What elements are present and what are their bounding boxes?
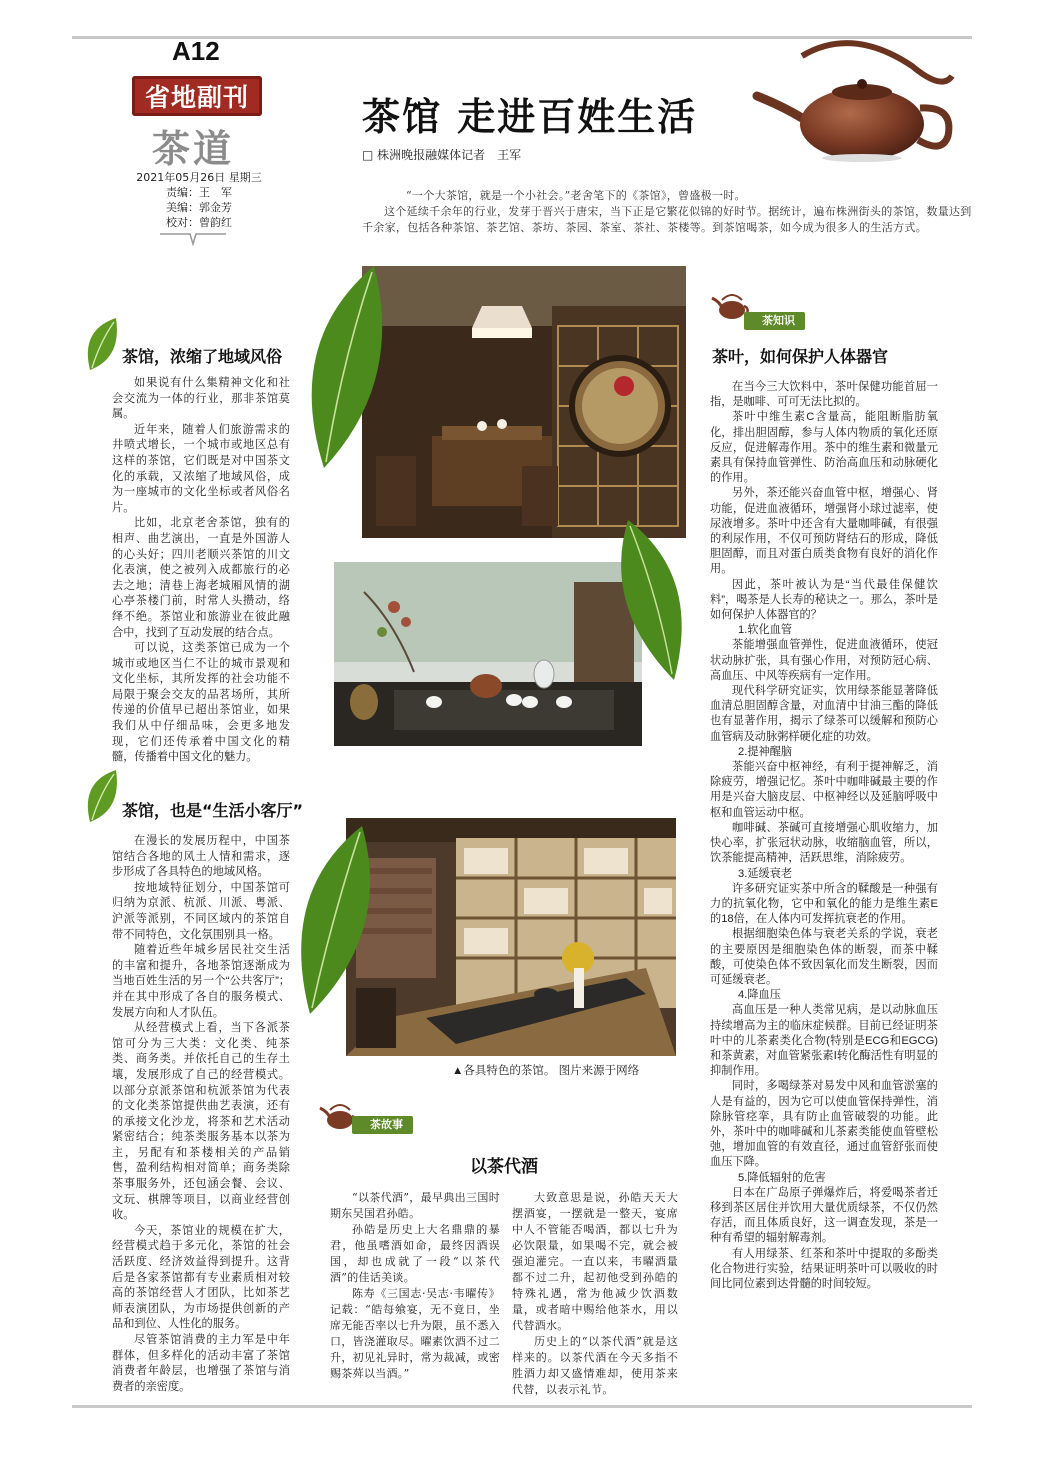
subheading: 2.提神醒脑 [738,745,793,758]
paragraph: 许多研究证实茶中所含的鞣酸是一种强有力的抗氧化物，它中和氧化的能力是维生素E的18倍，在人体内可发挥抗衰老的作用。 [710,882,938,926]
paragraph: 另外，茶还能兴奋血管中枢，增强心、肾功能，促进血液循环，增强肾小球过滤率，使尿液增多。茶叶中还含有大量咖啡碱，有很强的利尿作用，不仅可预防肾结石的形成，降低胆固醇，而且对蛋白质类食物有良好的消化作用。 [710,487,938,576]
proofreader: 校对：曾韵红 [166,216,232,229]
paragraph: 大致意思是说，孙皓天天大摆酒宴，一摆就是一整天，宴席中人不管能否喝酒，都以七升为必饮限量，如果喝不完，就会被强迫灌完。一直以来，韦曜酒量都不过二升，起初他受到孙皓的特殊礼遇，常为他减少饮酒数量，或者暗中赐给他茶水，用以代替酒水。 [512,1191,678,1332]
page-headline: 茶馆 走进百姓生活 [362,95,698,139]
story-column-left [330,1190,500,1382]
byline: □ 株洲晚报融媒体记者 王军 [362,148,522,162]
page-number: A12 [172,36,220,66]
paragraph: 如果说有什么集精神文化和社会交流为一体的行业，那非茶馆莫属。 [112,377,290,421]
knowledge-tag: 茶知识 [744,312,805,330]
paragraph: 比如，北京老舍茶馆，独有的相声、曲艺演出，一直是外国游人的心头好；四川老顺兴茶馆的川文化表演，使之被列入成都旅行的必去之地；清巷上海老城厢风情的湖心亭茶楼门前，时常人头攒动，络绎不绝。茶馆业和旅游业在彼此融合中，找到了互动发展的结合点。 [112,517,290,639]
arrow-down-icon [160,232,226,246]
subheading: 3.延缓衰老 [738,867,793,880]
editor: 责编：王 军 [166,186,232,199]
bottom-rule [72,1405,972,1408]
photo-caption: ▲各具特色的茶馆。 图片来源于网络 [452,1065,640,1077]
paragraph: 历史上的“以茶代酒”就是这样来的。以茶代酒在今天多指不胜酒力却又盛情难却，使用茶来代替，以表示礼节。 [512,1335,678,1396]
story-tag: 茶故事 [352,1116,413,1134]
paragraph: 今天，茶馆业的规模在扩大，经营模式趋于多元化，茶馆的社会活跃度、经济效益得到提升。这背后是各家茶馆都有专业素质相对较高的茶馆经营人才团队，比如茶艺师表演团队，为市场提供创新的产品和到位、人性化的服务。 [112,1224,290,1331]
paragraph: 现代科学研究证实，饮用绿茶能显著降低血清总胆固醇含量，对血清中甘油三酯的降低也有显著作用，揭示了绿茶可以缓解和预防心血管病及动脉粥样硬化症的功效。 [710,685,938,743]
issue-meta [124,170,274,230]
subheading: 4.降血压 [738,989,781,1002]
paragraph: “以茶代酒”，最早典出三国时期东吴国君孙皓。 [330,1191,500,1220]
paragraph: 同时，多喝绿茶对易发中风和血管淤塞的人是有益的，因为它可以使血管保持弹性，消除脉管痉挛，具有防止血管破裂的功能。此外，茶叶中的咖啡碱和儿茶素类能使血管壁松弛，增加血管的有效直径，通过血管舒张而使血压下降。 [710,1080,938,1169]
paragraph: 随着近些年城乡居民社交生活的丰富和提升，各地茶馆逐渐成为当地百姓生活的另一个“公共客厅”；并在其中形成了各自的服务模式、发展方向和人才队伍。 [112,944,290,1019]
paragraph: 按地域特征划分，中国茶馆可归纳为京派、杭派、川派、粤派、沪派等派别，不同区域内的茶馆自带不同特色，文化氛围别具一格。 [112,881,290,941]
issue-date: 2021年05月26日 星期三 [136,171,262,184]
paragraph: 从经营模式上看，当下各派茶馆可分为三大类：文化类、纯茶类、商务类。并依托自己的生存土壤，发展形成了自己的经营模式。以部分京派茶馆和杭派茶馆为代表的文化类茶馆提供曲艺表演，还有的承接文化沙龙，将茶和艺术活动紧密结合；纯茶类服务基本以茶为主，另配有和茶楼相关的产品销售，盈利结构相对简单；商务类除茶事服务外，还包涵会餐、会议、文玩、棋牌等项目，以商业经营创收。 [112,1022,290,1222]
paragraph: 有人用绿茶、红茶和茶叶中提取的多酚类化合物进行实验，结果证明茶叶可以吸收的时间比同位素到达骨髓的时间较短。 [710,1247,938,1290]
paragraph: 茶能兴奋中枢神经，有利于提神解乏，消除疲劳，增强记忆。茶叶中咖啡碱最主要的作用是兴奋大脑皮层、中枢神经以及延脑呼吸中枢和血管运动中枢。 [710,761,938,819]
section-title: 茶馆，也是“生活小客厅” [122,801,304,820]
masthead-logo: 省地副刊 [132,76,262,116]
story-title: 以茶代酒 [470,1157,538,1177]
leaf-icon [84,768,122,826]
leaf-icon [296,822,382,1018]
art-editor: 美编：郭金芳 [166,201,232,214]
paragraph: 根据细胞染色体与衰老关系的学说，衰老的主要原因是细胞染色体的断裂，而茶中鞣酸，可使染色体不致因氧化而发生断裂，因而可延缓衰老。 [710,928,938,986]
paragraph: 茶叶中维生素C含量高，能阻断脂肪氧化，排出胆固醇，参与人体内物质的氧化还原反应，促进解毒作用。茶中的维生素和微量元素具有保持血管弹性、防治高血压和动脉硬化的作用。 [710,411,938,485]
left-column-section1 [112,376,290,766]
story-column-right [512,1190,678,1398]
paragraph: 陈寿《三国志·吴志·韦曜传》记载：“皓每飨宴，无不竟日，坐席无能否率以七升为限，虽不悉入口，皆浇灌取尽。曜素饮酒不过二升，初见礼异时，常为裁减，或密赐茶荈以当酒。” [330,1287,500,1380]
paragraph: 日本在广岛原子弹爆炸后，将爱喝茶者迁移到茶区居住并饮用大量优质绿茶，不仅仍然存活，而且体质良好，这一调查发现，茶是一种有希望的辐射解毒剂。 [710,1186,938,1245]
section-title: 茶馆，浓缩了地域风俗 [122,347,283,366]
paragraph: 尽管茶馆消费的主力军是中年群体，但多样化的活动丰富了茶馆消费者年龄层，也增强了茶馆与消费者的亲密度。 [112,1334,290,1393]
paragraph: 高血压是一种人类常见病，是以动脉血压持续增高为主的临床症候群。目前已经证明茶叶中的儿茶素类化合物(特别是ECG和EGCG)和茶黄素，对血管紧张素Ⅰ转化酶活性有明显的抑制作用。 [710,1004,938,1078]
subheading: 1.软化血管 [738,624,793,637]
right-title: 茶叶，如何保护人体器官 [712,347,889,366]
photo-teahouse-interior [362,266,686,538]
teapot-icon [742,36,972,166]
paragraph: 可以说，这类茶馆已成为一个城市或地区当仁不让的城市景观和文化坐标，其所发挥的社会功能不局限于聚会交友的品茗场所，其所传递的价值早已超出茶馆业，如果我们从中仔细品味，会更多地发现，它们还传承着中国文化的精髓，传播着中国文化的魅力。 [112,642,290,764]
paragraph: 孙皓是历史上大名鼎鼎的暴君，他虽嗜酒如命，最终因酒误国，却也成就了一段“以茶代酒”的佳话美谈。 [330,1223,500,1284]
paragraph: 因此，茶叶被认为是“当代最佳保健饮料”，喝茶是人长寿的秘诀之一。那么，茶叶是如何保护人体器官的？ [710,578,938,622]
paragraph: 在漫长的发展历程中，中国茶馆结合各地的风土人情和需求，逐步形成了各具特色的地域风格。 [112,835,290,879]
leaf-icon [84,316,122,374]
paragraph: 近年来，随着人们旅游需求的井喷式增长，一个城市或地区总有这样的茶馆，它们既是对中国茶文化的承载，又浓缩了地域风俗，成为一座城市的文化坐标或者风俗名片。 [112,423,290,514]
left-column-section2 [112,834,290,1395]
photo-tea-set [334,562,642,746]
lede-paragraph: “一个大茶馆，就是一个小社会。”老舍笔下的《茶馆》，曾盛极一时。 [406,189,746,202]
lede [362,188,974,236]
paragraph: 咖啡碱、茶碱可直接增强心肌收缩力，加快心率，扩张冠状动脉，收缩脑血管，所以，饮茶能提高精神，活跃思维，消除疲劳。 [710,821,938,865]
column-name: 茶道 [152,126,235,171]
leaf-icon [304,262,392,472]
leaf-icon [618,516,692,684]
lede-paragraph: 这个延续千余年的行业，发芽于晋兴于唐宋，当下正是它繁花似锦的好时节。据统计，遍布株洲街头的茶馆，数量达到千余家，包括各种茶馆、茶艺馆、茶坊、茶园、茶室、茶社、茶楼等。到茶馆喝茶，如今成为很多人的生活方式。 [362,205,972,234]
paragraph: 茶能增强血管弹性，促进血液循环，使冠状动脉扩张，具有强心作用，对预防冠心病、高血压、中风等疾病有一定作用。 [710,639,938,682]
right-column [710,380,938,1292]
subheading: 5.降低辐射的危害 [738,1171,826,1184]
photo-bookshelf-teahouse [346,818,676,1056]
paragraph: 在当今三大饮料中，茶叶保健功能首屈一指，是咖啡、可可无法比拟的。 [710,381,938,409]
